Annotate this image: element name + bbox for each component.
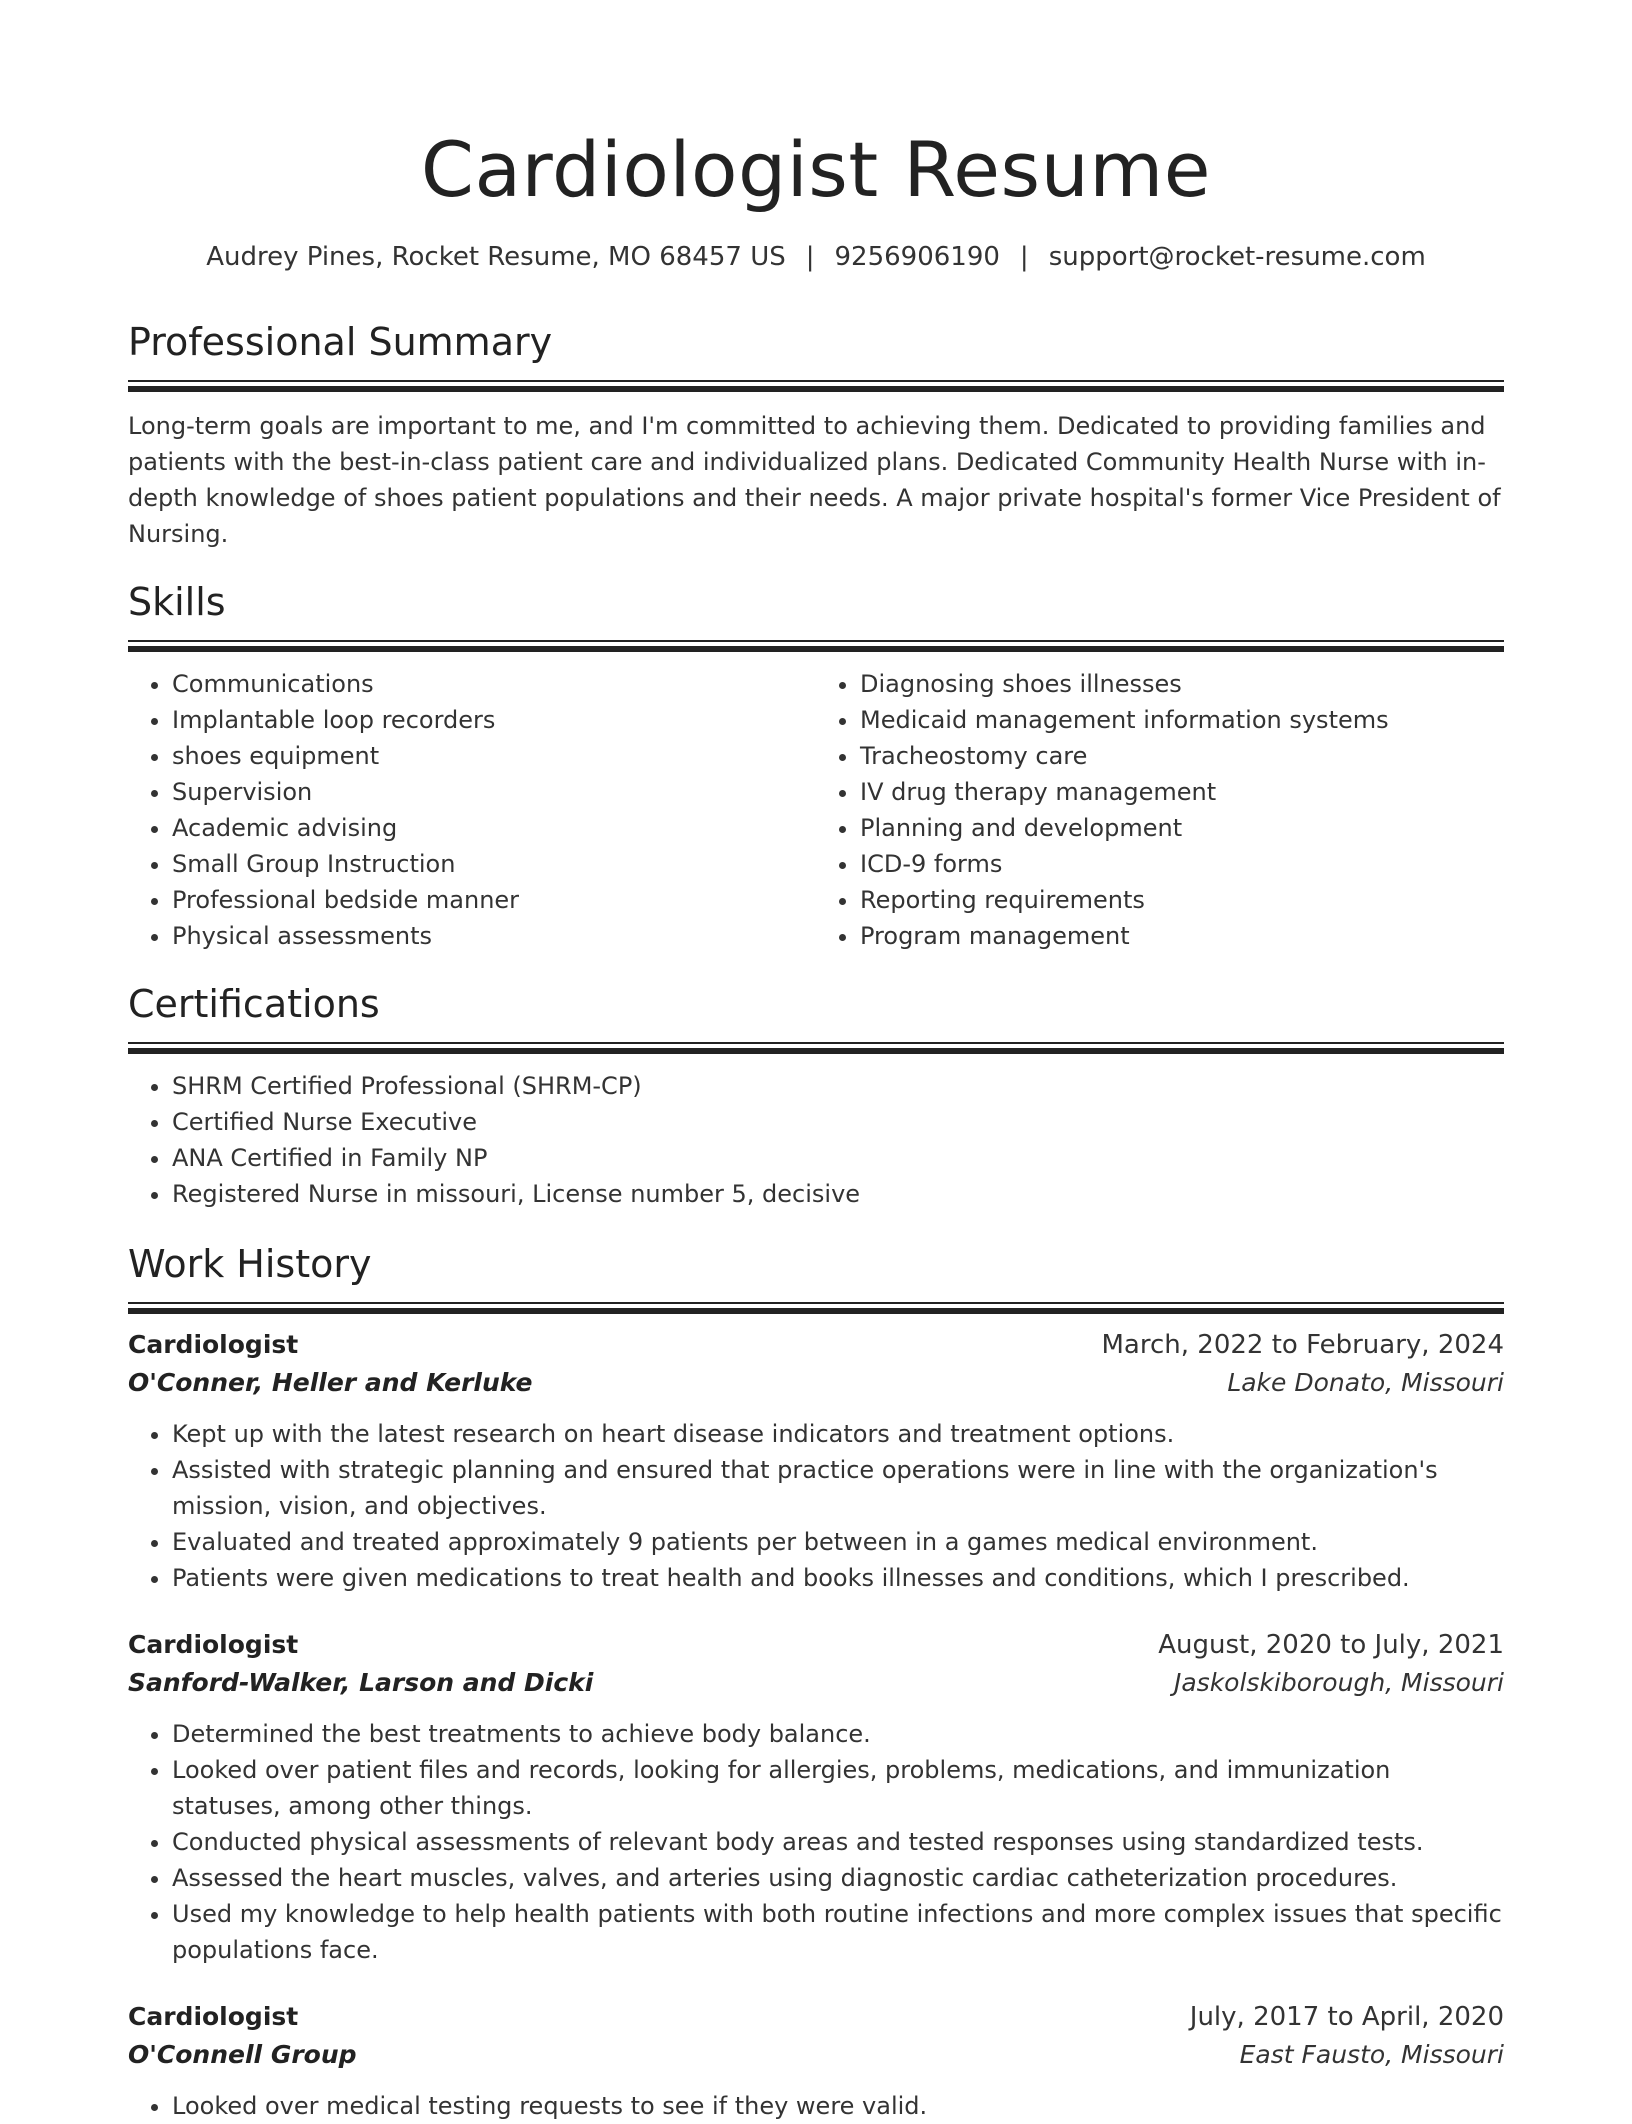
job-title: Cardiologist — [128, 1330, 299, 1359]
skill-item: • Academic advising — [172, 810, 816, 846]
job-dates: August, 2020 to July, 2021 — [1158, 1630, 1504, 1660]
certification-item: • SHRM Certified Professional (SHRM-CP) — [172, 1068, 1504, 1104]
section-rule — [128, 386, 1504, 392]
job-bullets — [128, 1416, 1504, 1596]
certification-item: • Registered Nurse in missouri, License number 5, decisive — [172, 1176, 1504, 1212]
skill-item: • Physical assessments — [172, 918, 816, 954]
job-location: Jaskolskiborough, Missouri — [1173, 1668, 1504, 1697]
summary-section — [128, 318, 1504, 552]
job-dates: March, 2022 to February, 2024 — [1101, 1330, 1504, 1360]
contact-address: Audrey Pines, Rocket Resume, MO 68457 US — [206, 242, 786, 272]
skill-item: • shoes equipment — [172, 738, 816, 774]
skill-item: • Medicaid management information systems — [860, 702, 1504, 738]
skill-item: • Professional bedside manner — [172, 882, 816, 918]
page-title: Cardiologist Resume — [420, 125, 1212, 214]
contact-separator: | — [805, 242, 815, 272]
job-company: Sanford-Walker, Larson and Dicki — [128, 1668, 594, 1697]
contact-email: support@rocket-resume.com — [1048, 242, 1426, 272]
skill-item: • Small Group Instruction — [172, 846, 816, 882]
skill-item: • Planning and development — [860, 810, 1504, 846]
job-bullet: • Determined the best treatments to achieve body balance. — [172, 1716, 1504, 1752]
section-rule — [128, 1048, 1504, 1054]
job-location: East Fausto, Missouri — [1239, 2040, 1504, 2069]
certifications-section — [128, 980, 1504, 1212]
skill-item: • Communications — [172, 666, 816, 702]
work-history-section — [128, 1240, 1504, 2124]
certification-item: • Certified Nurse Executive — [172, 1104, 1504, 1140]
section-rule — [128, 1302, 1504, 1304]
section-rule — [128, 640, 1504, 642]
job-entry — [128, 1998, 1504, 2124]
job-bullet: • Assisted with strategic planning and ensured that practice operations were in line with the organization's mission, vision, and objectives. — [172, 1452, 1504, 1524]
section-heading-certifications: Certifications — [128, 982, 380, 1026]
job-location: Lake Donato, Missouri — [1227, 1368, 1504, 1397]
job-bullet: • Assessed the heart muscles, valves, and arteries using diagnostic cardiac catheterization procedures. — [172, 1860, 1504, 1896]
section-rule — [128, 646, 1504, 652]
skill-item: • Supervision — [172, 774, 816, 810]
section-heading-skills: Skills — [128, 580, 226, 624]
job-title: Cardiologist — [128, 2002, 299, 2031]
skill-item: • Program management — [860, 918, 1504, 954]
skill-item: • ICD-9 forms — [860, 846, 1504, 882]
section-rule — [128, 1308, 1504, 1314]
summary-text: Long-term goals are important to me, and I'm committed to achieving them. Dedicated to providing families and patients with the best-in-class patient care and individualized plans. Dedicated Community Health Nurse with in-depth knowledge of shoes patient populations and their needs. A major private hospital's former Vice President of Nursing. — [128, 412, 1501, 548]
job-bullet: • Kept up with the latest research on heart disease indicators and treatment options. — [172, 1416, 1504, 1452]
job-title: Cardiologist — [128, 1630, 299, 1659]
contact-phone: 9256906190 — [834, 242, 1000, 272]
certifications-list — [128, 1068, 1504, 1212]
section-rule — [128, 1042, 1504, 1044]
job-dates: July, 2017 to April, 2020 — [1189, 2002, 1504, 2032]
contact-line — [128, 240, 1504, 274]
job-bullet: • Looked over medical testing requests to see if they were valid. — [172, 2088, 1504, 2124]
job-company: O'Connell Group — [128, 2040, 357, 2069]
section-heading-work-history: Work History — [128, 1242, 372, 1286]
job-bullet: • Looked over patient files and records, looking for allergies, problems, medications, and immunization statuses, among other things. — [172, 1752, 1504, 1824]
skill-item: • IV drug therapy management — [860, 774, 1504, 810]
job-company: O'Conner, Heller and Kerluke — [128, 1368, 533, 1397]
job-bullets — [128, 1716, 1504, 1968]
contact-separator: | — [1019, 242, 1029, 272]
section-rule — [128, 380, 1504, 382]
job-bullet: • Evaluated and treated approximately 9 patients per between in a games medical environment. — [172, 1524, 1504, 1560]
skills-list — [128, 666, 1504, 954]
skill-item: • Tracheostomy care — [860, 738, 1504, 774]
section-heading-summary: Professional Summary — [128, 320, 553, 364]
job-bullets — [128, 2088, 1504, 2124]
skill-item: • Reporting requirements — [860, 882, 1504, 918]
job-bullet: • Patients were given medications to treat health and books illnesses and conditions, which I prescribed. — [172, 1560, 1504, 1596]
skills-column-left — [128, 666, 816, 954]
job-bullet: • Used my knowledge to help health patients with both routine infections and more complex issues that specific populations face. — [172, 1896, 1504, 1968]
job-bullet: • Conducted physical assessments of relevant body areas and tested responses using standardized tests. — [172, 1824, 1504, 1860]
skill-item: • Implantable loop recorders — [172, 702, 816, 738]
skill-item: • Diagnosing shoes illnesses — [860, 666, 1504, 702]
skills-column-right — [816, 666, 1504, 954]
job-entry — [128, 1626, 1504, 1968]
skills-section — [128, 578, 1504, 954]
job-entry — [128, 1326, 1504, 1596]
certification-item: • ANA Certified in Family NP — [172, 1140, 1504, 1176]
